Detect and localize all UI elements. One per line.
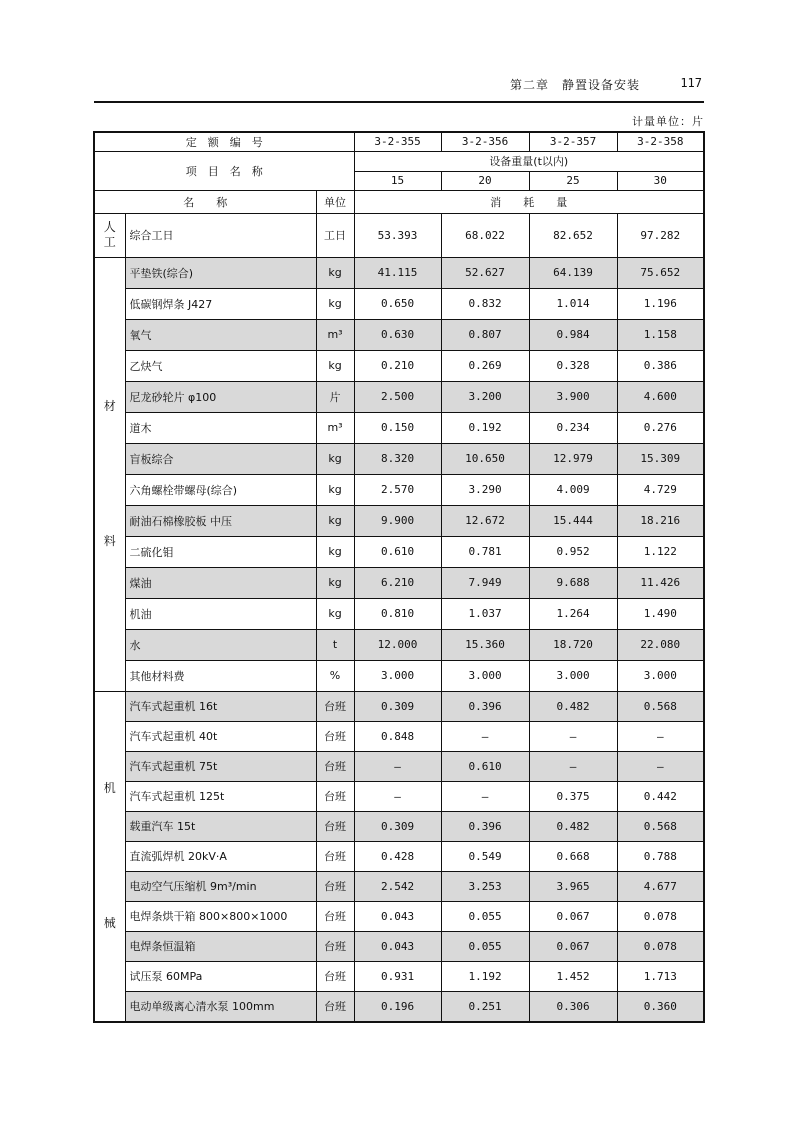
category-char: 械: [103, 916, 116, 931]
item-value: 3.253: [441, 871, 529, 901]
item-value: 2.500: [354, 381, 441, 412]
item-unit: t: [316, 629, 354, 660]
item-value: 1.037: [441, 598, 529, 629]
item-value: —: [354, 751, 441, 781]
item-name: 电焊条烘干箱 800×800×1000: [125, 901, 316, 931]
item-value: 0.396: [441, 691, 529, 721]
item-unit: kg: [316, 598, 354, 629]
item-name: 乙炔气: [125, 350, 316, 381]
item-value: 0.375: [529, 781, 617, 811]
table-row: [94, 474, 704, 505]
item-value: 0.328: [529, 350, 617, 381]
item-name: 道木: [125, 412, 316, 443]
item-value: 0.428: [354, 841, 441, 871]
item-unit: 台班: [316, 901, 354, 931]
item-value: 4.677: [617, 871, 704, 901]
item-value: 0.396: [441, 811, 529, 841]
item-unit: kg: [316, 257, 354, 288]
item-name: 载重汽车 15t: [125, 811, 316, 841]
quota-table: [93, 131, 705, 1023]
table-row: [94, 901, 704, 931]
item-value: 18.216: [617, 505, 704, 536]
item-unit: m³: [316, 412, 354, 443]
item-name: 低碳钢焊条 J427: [125, 288, 316, 319]
item-value: 0.650: [354, 288, 441, 319]
item-value: —: [441, 721, 529, 751]
item-value: 75.652: [617, 257, 704, 288]
item-value: 0.150: [354, 412, 441, 443]
table-row: [94, 691, 704, 721]
item-name: 直流弧焊机 20kV·A: [125, 841, 316, 871]
quota-no-row: [94, 132, 704, 151]
item-value: 64.139: [529, 257, 617, 288]
item-value: 0.309: [354, 691, 441, 721]
item-name: 汽车式起重机 75t: [125, 751, 316, 781]
item-name: 电动单级离心清水泵 100mm: [125, 991, 316, 1022]
category-char: 机: [103, 781, 116, 796]
item-name: 尼龙砂轮片 φ100: [125, 381, 316, 412]
item-value: 0.630: [354, 319, 441, 350]
table-row: [94, 505, 704, 536]
item-value: 2.542: [354, 871, 441, 901]
item-value: 1.264: [529, 598, 617, 629]
item-value: 3.200: [441, 381, 529, 412]
table-row: [94, 319, 704, 350]
table-row: [94, 961, 704, 991]
table-row: [94, 536, 704, 567]
table-row: [94, 931, 704, 961]
item-unit: kg: [316, 536, 354, 567]
item-value: 0.610: [441, 751, 529, 781]
item-value: 0.055: [441, 901, 529, 931]
item-value: 97.282: [617, 213, 704, 257]
item-value: 0.043: [354, 901, 441, 931]
item-value: 0.568: [617, 691, 704, 721]
item-name: 汽车式起重机 125t: [125, 781, 316, 811]
item-value: 0.210: [354, 350, 441, 381]
table-row: [94, 660, 704, 691]
item-value: 0.952: [529, 536, 617, 567]
item-value: 10.650: [441, 443, 529, 474]
quota-no-label: 定 额 编 号: [94, 132, 354, 151]
item-value: 7.949: [441, 567, 529, 598]
item-value: —: [529, 721, 617, 751]
item-value: 0.067: [529, 901, 617, 931]
item-value: 3.000: [617, 660, 704, 691]
item-unit: kg: [316, 505, 354, 536]
category-label: [94, 691, 125, 1022]
table-row: [94, 781, 704, 811]
table-row: [94, 721, 704, 751]
item-value: —: [617, 721, 704, 751]
item-value: 0.668: [529, 841, 617, 871]
item-value: 1.452: [529, 961, 617, 991]
item-name: 机油: [125, 598, 316, 629]
item-value: 0.931: [354, 961, 441, 991]
weight-label-row: [94, 151, 704, 171]
item-name: 综合工日: [125, 213, 316, 257]
item-name: 耐油石棉橡胶板 中压: [125, 505, 316, 536]
item-name: 电焊条恒温箱: [125, 931, 316, 961]
category-char: 材: [103, 399, 116, 413]
item-value: 3.290: [441, 474, 529, 505]
item-value: 0.269: [441, 350, 529, 381]
category-char: 料: [103, 534, 116, 548]
item-value: 0.788: [617, 841, 704, 871]
item-name: 其他材料费: [125, 660, 316, 691]
item-value: 0.984: [529, 319, 617, 350]
item-value: 1.122: [617, 536, 704, 567]
item-value: 0.078: [617, 901, 704, 931]
item-unit: 片: [316, 381, 354, 412]
item-value: —: [529, 751, 617, 781]
table-row: [94, 381, 704, 412]
item-value: 41.115: [354, 257, 441, 288]
chapter-title: 第二章 静置设备安装: [509, 78, 640, 92]
item-value: 52.627: [441, 257, 529, 288]
item-name: 电动空气压缩机 9m³/min: [125, 871, 316, 901]
category-label: [94, 213, 125, 257]
item-value: 0.807: [441, 319, 529, 350]
item-unit: %: [316, 660, 354, 691]
item-unit: 台班: [316, 721, 354, 751]
item-value: 0.192: [441, 412, 529, 443]
unit-label: 计量单位：片: [632, 115, 704, 128]
item-value: 0.276: [617, 412, 704, 443]
item-value: 0.078: [617, 931, 704, 961]
table-row: [94, 841, 704, 871]
weight-label: 设备重量(t以内): [354, 151, 704, 171]
item-value: 0.360: [617, 991, 704, 1022]
item-value: 1.713: [617, 961, 704, 991]
item-name-label: 项 目 名 称: [94, 151, 354, 190]
item-value: —: [617, 751, 704, 781]
item-name: 盲板综合: [125, 443, 316, 474]
item-unit: m³: [316, 319, 354, 350]
item-value: 0.055: [441, 931, 529, 961]
item-value: 0.810: [354, 598, 441, 629]
item-name: 汽车式起重机 16t: [125, 691, 316, 721]
item-value: 1.192: [441, 961, 529, 991]
item-value: 12.672: [441, 505, 529, 536]
item-value: 0.196: [354, 991, 441, 1022]
item-value: 0.234: [529, 412, 617, 443]
item-value: 0.848: [354, 721, 441, 751]
table-row: [94, 598, 704, 629]
item-value: 4.600: [617, 381, 704, 412]
page-header: [94, 73, 704, 103]
item-value: 68.022: [441, 213, 529, 257]
item-unit: 台班: [316, 751, 354, 781]
item-name: 六角螺栓带螺母(综合): [125, 474, 316, 505]
item-value: 3.900: [529, 381, 617, 412]
item-value: 0.306: [529, 991, 617, 1022]
item-value: 0.482: [529, 811, 617, 841]
weight-value: 25: [529, 171, 617, 190]
page-number: 117: [680, 76, 702, 90]
item-value: 0.832: [441, 288, 529, 319]
item-value: 53.393: [354, 213, 441, 257]
item-value: 11.426: [617, 567, 704, 598]
item-value: 12.000: [354, 629, 441, 660]
item-value: 9.688: [529, 567, 617, 598]
table-row: [94, 751, 704, 781]
item-value: 15.309: [617, 443, 704, 474]
item-value: 0.610: [354, 536, 441, 567]
item-value: 3.965: [529, 871, 617, 901]
category-label: [94, 257, 125, 691]
item-name: 汽车式起重机 40t: [125, 721, 316, 751]
quota-code: 3-2-355: [354, 132, 441, 151]
item-unit: kg: [316, 288, 354, 319]
item-value: 82.652: [529, 213, 617, 257]
weight-value: 30: [617, 171, 704, 190]
weight-value: 15: [354, 171, 441, 190]
item-value: 1.014: [529, 288, 617, 319]
item-value: 3.000: [354, 660, 441, 691]
item-value: 15.444: [529, 505, 617, 536]
item-value: 15.360: [441, 629, 529, 660]
item-name: 二硫化钼: [125, 536, 316, 567]
item-value: 18.720: [529, 629, 617, 660]
unit-column-label: 单位: [316, 190, 354, 213]
item-unit: kg: [316, 443, 354, 474]
table-row: [94, 629, 704, 660]
item-unit: 台班: [316, 931, 354, 961]
item-value: 0.386: [617, 350, 704, 381]
quota-code: 3-2-358: [617, 132, 704, 151]
item-unit: 台班: [316, 841, 354, 871]
item-value: 0.309: [354, 811, 441, 841]
item-value: 1.196: [617, 288, 704, 319]
item-value: —: [354, 781, 441, 811]
item-value: 6.210: [354, 567, 441, 598]
item-value: 0.067: [529, 931, 617, 961]
item-value: 2.570: [354, 474, 441, 505]
item-unit: 工日: [316, 213, 354, 257]
table-row: [94, 412, 704, 443]
item-value: —: [441, 781, 529, 811]
item-unit: 台班: [316, 781, 354, 811]
item-name: 煤油: [125, 567, 316, 598]
table-row: [94, 443, 704, 474]
item-unit: 台班: [316, 871, 354, 901]
quota-code: 3-2-357: [529, 132, 617, 151]
item-value: 0.043: [354, 931, 441, 961]
consumption-label: 消 耗 量: [354, 190, 704, 213]
item-unit: kg: [316, 474, 354, 505]
item-name: 平垫铁(综合): [125, 257, 316, 288]
item-value: 0.568: [617, 811, 704, 841]
name-column-label: 名 称: [94, 190, 316, 213]
item-name: 试压泵 60MPa: [125, 961, 316, 991]
table-row: [94, 991, 704, 1022]
item-value: 0.549: [441, 841, 529, 871]
category-char: 人: [103, 220, 116, 234]
item-value: 8.320: [354, 443, 441, 474]
item-value: 3.000: [529, 660, 617, 691]
item-unit: 台班: [316, 961, 354, 991]
item-unit: 台班: [316, 691, 354, 721]
item-value: 4.729: [617, 474, 704, 505]
item-unit: 台班: [316, 991, 354, 1022]
table-row: [94, 811, 704, 841]
category-char: 工: [103, 235, 116, 249]
item-value: 0.482: [529, 691, 617, 721]
column-header-row: [94, 190, 704, 213]
table-row: [94, 871, 704, 901]
table-row: [94, 350, 704, 381]
item-unit: kg: [316, 350, 354, 381]
item-value: 9.900: [354, 505, 441, 536]
table-row: [94, 288, 704, 319]
item-value: 4.009: [529, 474, 617, 505]
item-value: 12.979: [529, 443, 617, 474]
item-value: 0.442: [617, 781, 704, 811]
item-value: 3.000: [441, 660, 529, 691]
item-name: 氧气: [125, 319, 316, 350]
item-value: 1.158: [617, 319, 704, 350]
quota-code: 3-2-356: [441, 132, 529, 151]
item-value: 22.080: [617, 629, 704, 660]
table-row: [94, 567, 704, 598]
item-value: 0.251: [441, 991, 529, 1022]
table-row: [94, 213, 704, 257]
item-unit: 台班: [316, 811, 354, 841]
weight-value: 20: [441, 171, 529, 190]
item-value: 0.781: [441, 536, 529, 567]
item-name: 水: [125, 629, 316, 660]
item-unit: kg: [316, 567, 354, 598]
table-row: [94, 257, 704, 288]
item-value: 1.490: [617, 598, 704, 629]
